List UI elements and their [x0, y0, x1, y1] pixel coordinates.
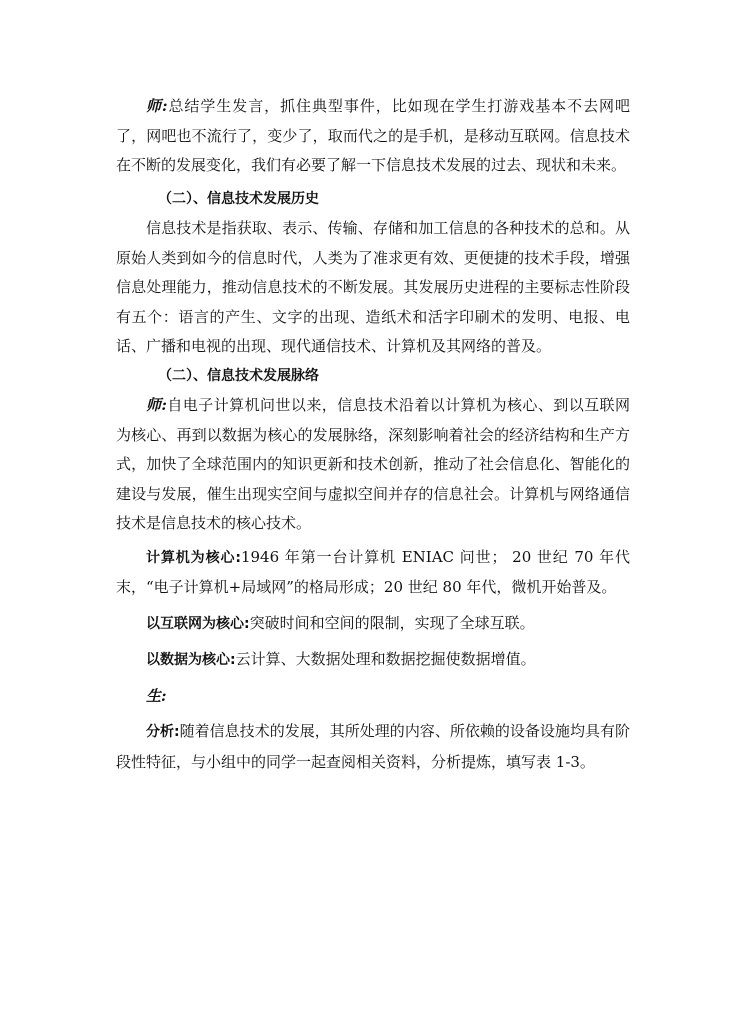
lead-label-data: 以数据为核心:	[146, 652, 236, 668]
lead-label-internet: 以互联网为核心:	[146, 615, 250, 632]
paragraph-internet-core	[116, 609, 630, 640]
paragraph-text: 1946 年第一台计算机 ENIAC 问世； 20 世纪 70 年代末，“电子计算机+局域网”的格局形成；20 世纪 80 年代，微机开始普及。	[116, 547, 630, 596]
section-heading-history: （二）、信息技术发展历史	[158, 190, 319, 207]
student-label: 生:	[146, 686, 167, 705]
paragraph-text: 自电子计算机问世以来，信息技术沿着以计算机为核心、到以互联网为核心、再到以数据为核心的发展脉络，深刻影响着社会的经济结构和生产方式，加快了全球范围内的知识更新和技术创新，推动了社会信息化、智能化的建设与发展，催生出现实空间与虚拟空间并存的信息社会。计算机与网络通信技术是信息技术的核心技术。	[116, 396, 630, 532]
lead-label-computer: 计算机为核心:	[146, 549, 241, 566]
paragraph-data-core	[116, 645, 630, 676]
paragraph-text: 随着信息技术的发展，其所处理的内容、所依赖的设备设施均具有阶段性特征，与小组中的同学一起查阅相关资料，分析提炼，填写表 1-3。	[116, 722, 630, 771]
paragraph-history: 信息技术是指获取、表示、传输、存储和加工信息的各种技术的总和。从原始人类到如今的信息时代，人类为了准求更有效、更便捷的技术手段，增强信息处理能力，推动信息技术的不断发展。其发展历史进程的主要标志性阶段有五个：语言的产生、文字的出现、造纸术和活字印刷术的发明、电报、电话、广播和电视的出现、现代通信技术、计算机及其网络的普及。	[116, 219, 630, 355]
teacher-paragraph-context	[116, 391, 630, 539]
paragraph-analysis	[116, 717, 630, 777]
paragraph-text: 总结学生发言，抓住典型事件，比如现在学生打游戏基本不去网吧了，网吧也不流行了，变少了，取而代之的是手机，是移动互联网。信息技术在不断的发展变化，我们有必要了解一下信息技术发展的过去、现状和未来。	[116, 97, 630, 174]
paragraph-text: 云计算、大数据处理和数据挖掘使数据增值。	[235, 650, 536, 668]
paragraph-computer-core	[116, 543, 630, 603]
paragraph-text: 突破时间和空间的限制，实现了全球互联。	[249, 613, 535, 632]
teacher-paragraph-summary	[116, 92, 630, 181]
student-label-paragraph	[116, 682, 630, 712]
teacher-label: 师:	[146, 97, 168, 115]
teacher-label: 师:	[146, 396, 167, 414]
document-page	[116, 92, 630, 777]
lead-label-analysis: 分析:	[146, 724, 180, 740]
section-heading-context: （二）、信息技术发展脉络	[158, 367, 319, 384]
